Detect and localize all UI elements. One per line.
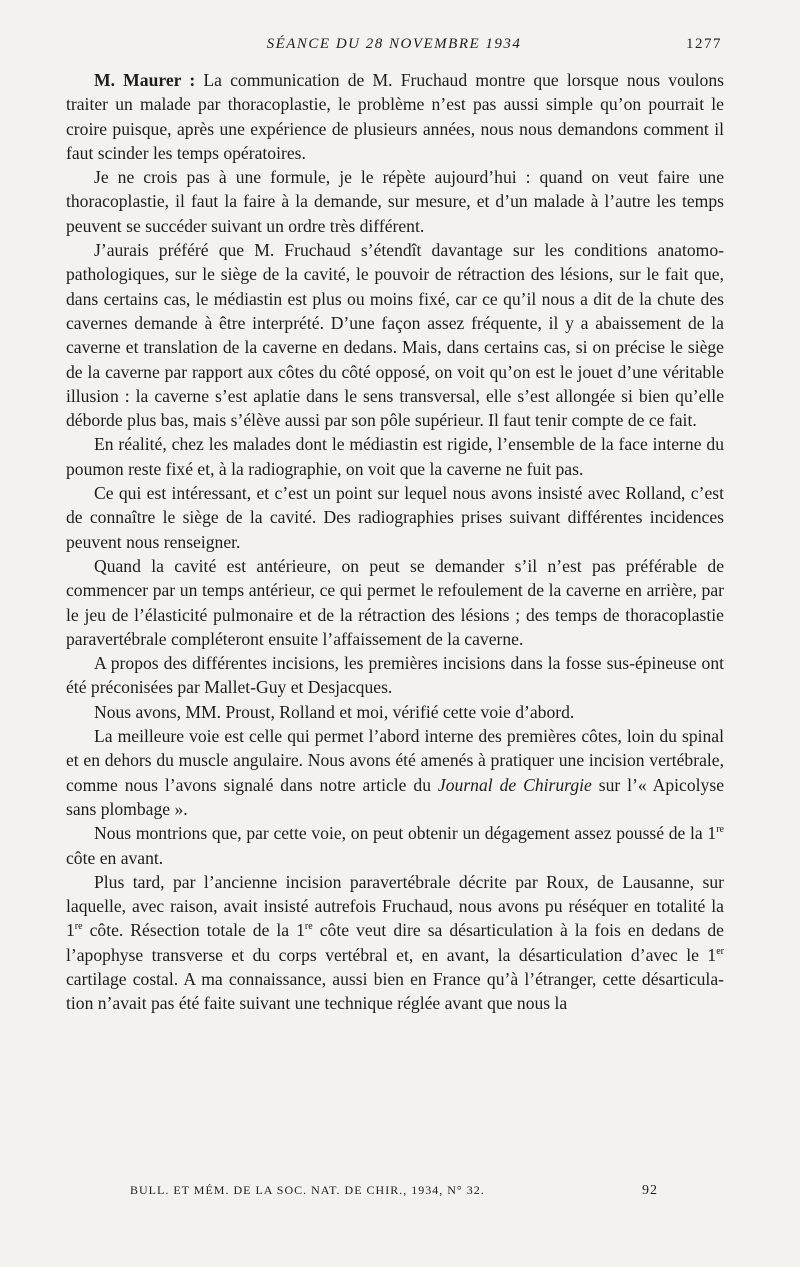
paragraph-text: Nous montrions que, par cette voie, on peut obtenir un dégagement assez poussé de la 1 — [94, 823, 717, 844]
paragraph-text: sur l’« Apicolyse sans plombage ». — [66, 774, 725, 819]
paragraph: Quand la cavité est antérieure, on peut se demander s’il n’est pas préférable de commencer par un temps antérieur, ce qui permet le refoulement de la caverne en arrière, par le jeu de l’élasticité pulmonaire et de la rétraction des lésions ; des temps de thoracoplastie paravertébrale compléteront ensuite l’affaissement de la caverne. — [66, 555, 724, 649]
paragraph-text: Plus tard, par l’ancienne incision paravertébrale décrite par Roux, de Lausanne, sur laquelle, avec raison, avait insisté autrefois Fruchaud, nous avons pu réséquer en totalité la 1 — [66, 871, 724, 941]
paragraph: Je ne crois pas à une formule, je le répète aujourd’hui : quand on veut faire une thoracoplastie, il faut la faire à la demande, sur mesure, et d’un malade à l’autre les temps peuvent se succéder suivant un ordre très différent. — [66, 167, 724, 236]
paragraph-text: côte en avant. — [66, 847, 164, 868]
paragraph — [66, 724, 724, 821]
paragraph-text: côte. Résection totale de la 1 — [82, 920, 305, 941]
paragraph — [66, 821, 724, 870]
page-number: 1277 — [686, 36, 722, 52]
paragraph-text: La meilleure voie est celle qui permet l’abord interne des premières côtes, loin du spinal et en dehors du muscle angulaire. Nous avons été amenés à pratiquer une incision vertébrale, comme nous l’avons signalé dans notre article du — [66, 726, 724, 795]
journal-title: Journal de Chirurgie — [437, 774, 592, 795]
ordinal-superscript: er — [716, 945, 724, 957]
page-header — [66, 36, 722, 58]
page-footer — [130, 1183, 658, 1203]
paragraph-text: cartilage costal. A ma connaissance, aussi bien en France qu’à l’étranger, cette désarticulation n’avait pas été faite suivant une technique réglée avant que nous la — [66, 968, 724, 1014]
paragraph: Nous avons, MM. Proust, Rolland et moi, vérifié cette voie d’abord. — [94, 701, 575, 722]
paragraph-text: La communication de M. Fruchaud montre que lorsque nous voulons traiter un malade par thoracoplastie, le problème n’est pas aussi simple qu’on pourrait le croire puisque, après une expérience de plusieurs années, nous nous demandons comment il faut scinder les temps opératoires. — [66, 70, 724, 163]
paragraph: A propos des différentes incisions, les premières incisions dans la fosse sus-épineuse ont été préconisées par Mallet-Guy et Desjacques. — [66, 653, 724, 698]
ordinal-superscript: re — [304, 921, 313, 933]
body-text — [66, 68, 724, 1016]
paragraph — [66, 68, 724, 165]
paragraph — [66, 870, 724, 1016]
ordinal-superscript: re — [74, 921, 83, 933]
paragraph: Ce qui est intéressant, et c’est un point sur lequel nous avons insisté avec Rolland, c’est de connaître le siège de la cavité. Des radiographies prises suivant différentes incidences peuvent nous renseigner. — [66, 483, 724, 552]
ordinal-superscript: re — [716, 824, 724, 836]
running-title: SÉANCE DU 28 NOVEMBRE 1934 — [266, 36, 522, 52]
paragraph: En réalité, chez les malades dont le médiastin est rigide, l’ensemble de la face interne du poumon reste fixé et, à la radiographie, on voit que la caverne ne fuit pas. — [66, 434, 724, 479]
paragraph: J’aurais préféré que M. Fruchaud s’étendît davantage sur les conditions anatomo-pathologiques, sur le siège de la cavité, le pouvoir de rétraction des lésions, sur le fait que, dans certains cas, le médiastin est plus ou moins fixé, car ce qu’il nous a dit de la chute des cavernes demande à être interprété. D’une façon assez fréquente, il y a abaissement de la caverne et translation de la caverne en dedans. Mais, dans certains cas, si on précise le siège de la caverne par rapport aux côtes du côté opposé, on voit qu’on est le jouet d’une véritable illusion : la caverne s’est aplatie dans le sens transversal, elle s’est allongée si bien qu’elle déborde plus bas, mais s’élève aussi par son pôle supérieur. Il faut tenir compte de ce fait. — [66, 240, 724, 431]
speaker-name: M. Maurer : — [94, 70, 196, 90]
paragraph-text: côte veut dire sa désarticulation à la fois en dedans de l’apophyse transverse et du corps vertébral et, en avant, la désarticulation d’avec le 1 — [66, 920, 724, 965]
signature-mark: 92 — [642, 1183, 658, 1198]
bulletin-reference: BULL. ET MÉM. DE LA SOC. NAT. DE CHIR., 1934, N° 32. — [130, 1183, 485, 1197]
